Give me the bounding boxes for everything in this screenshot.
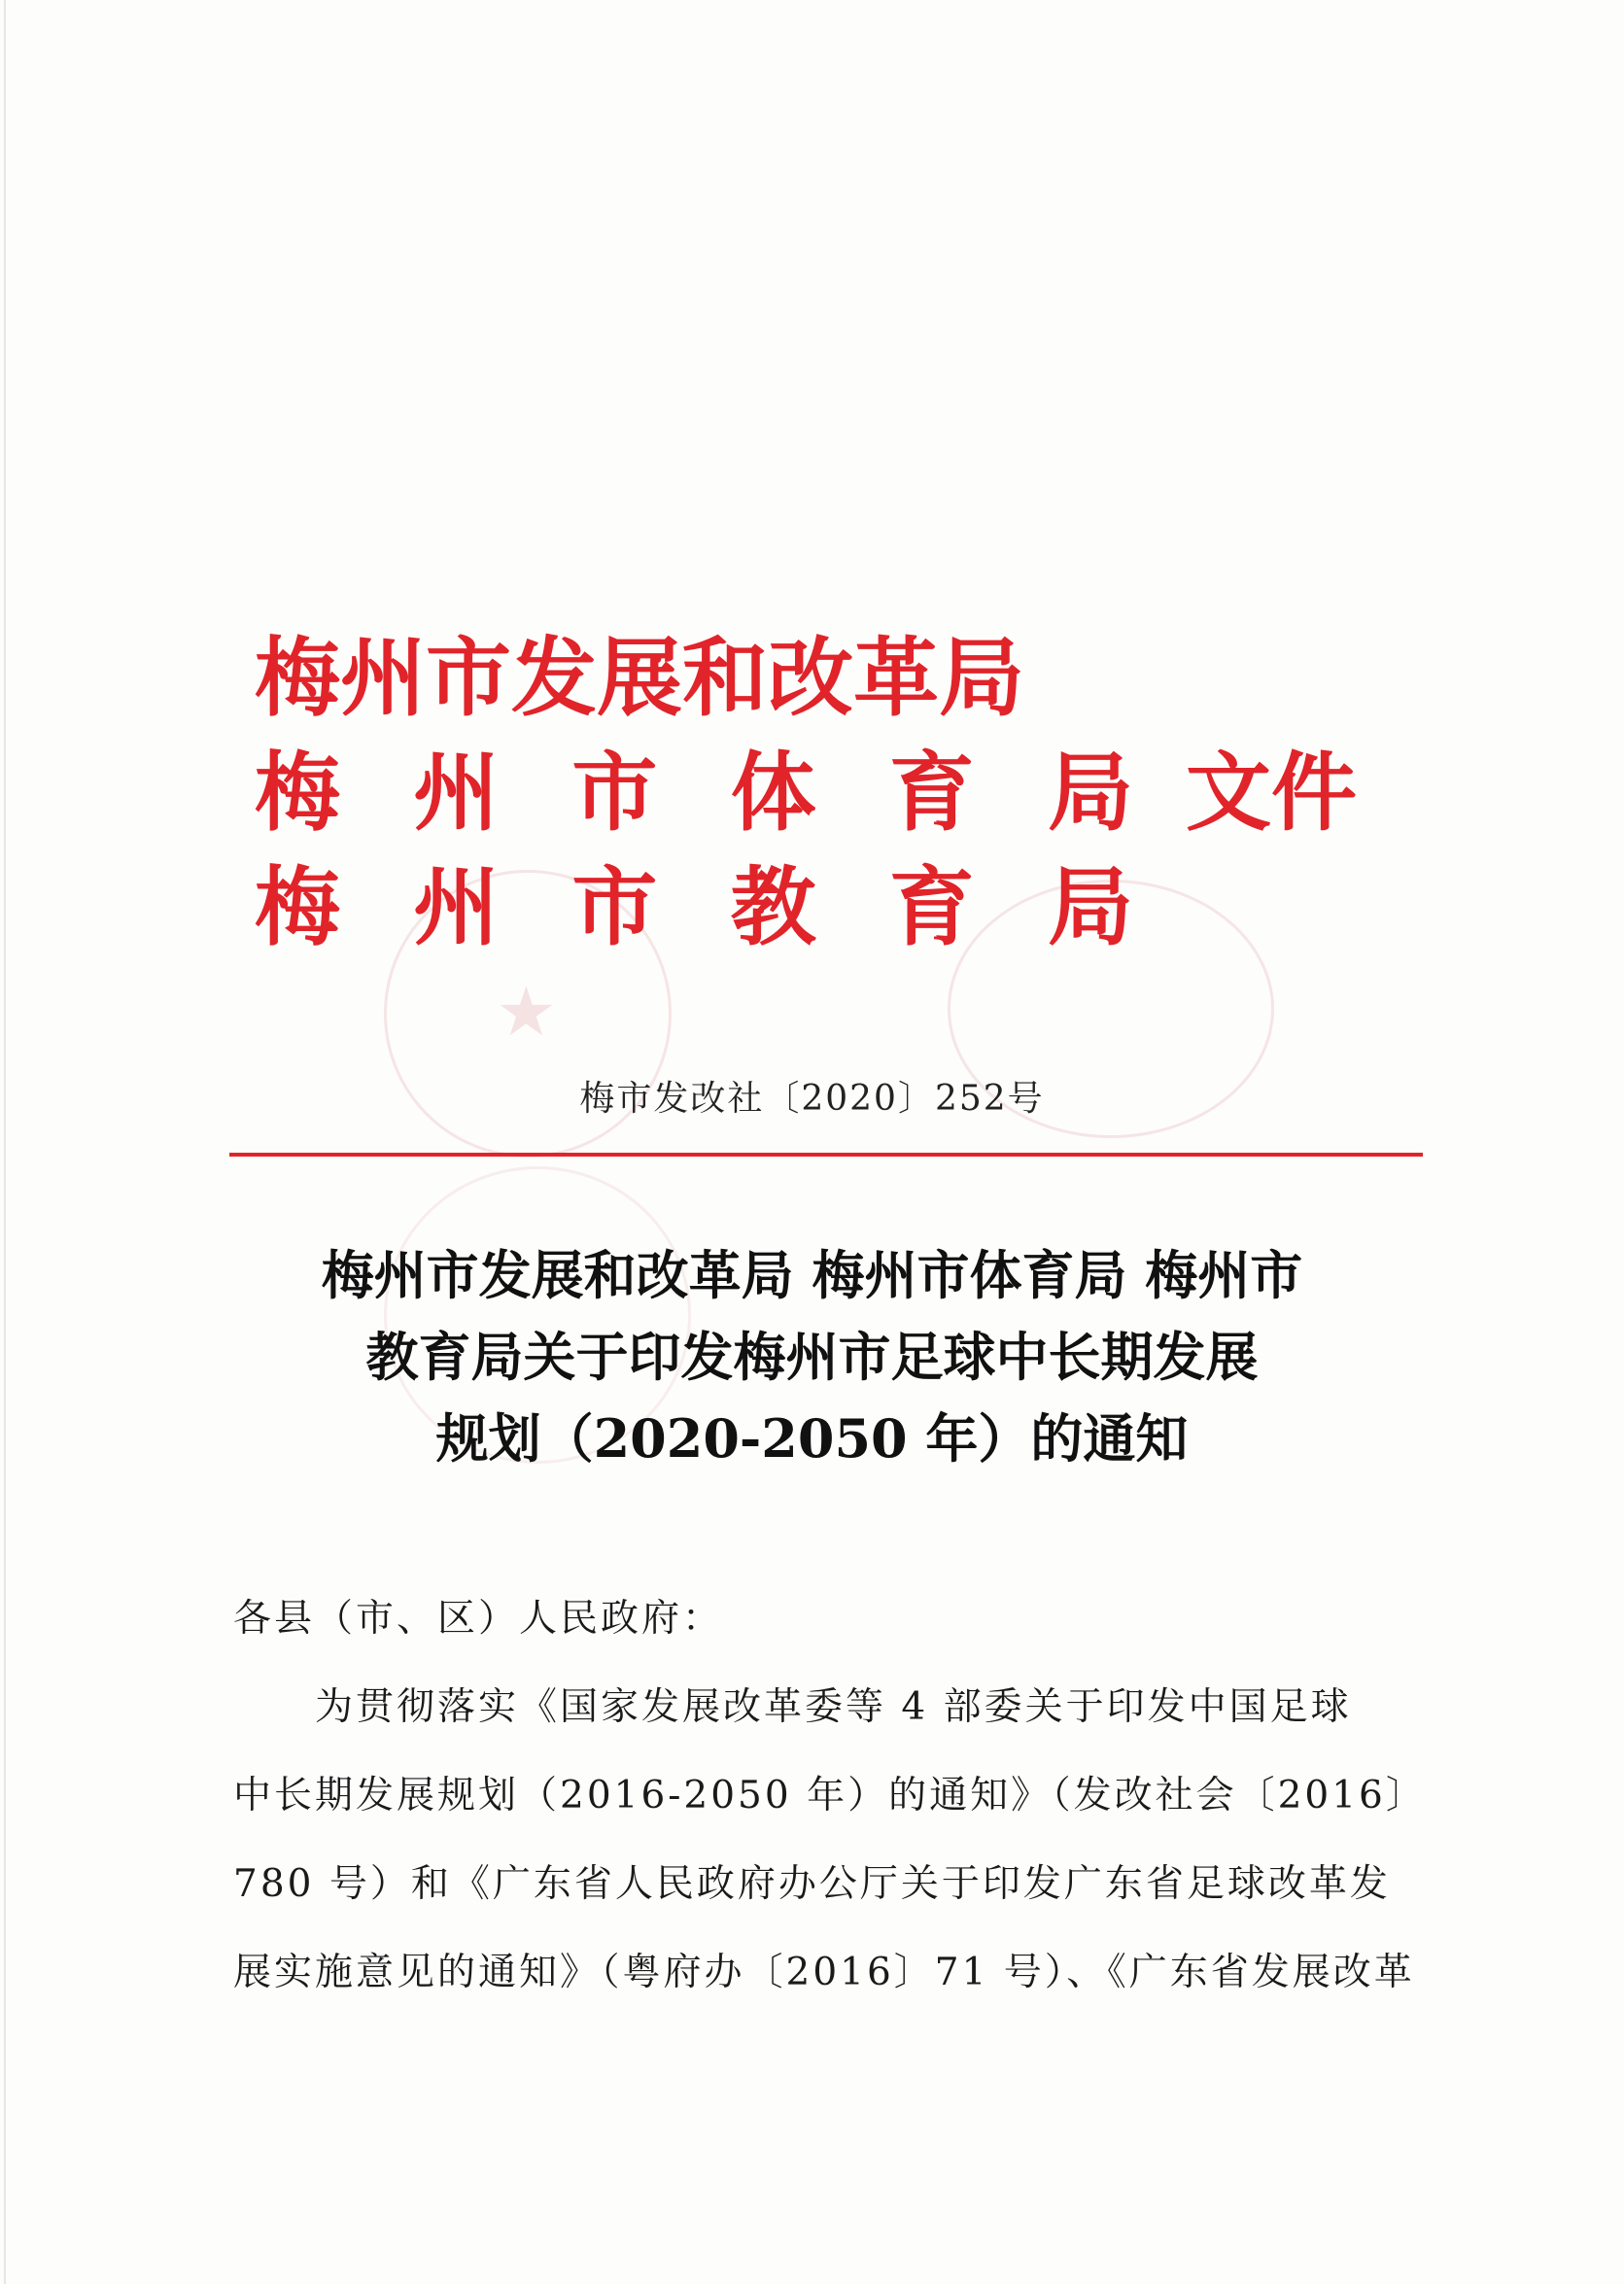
issuing-authority-header bbox=[255, 620, 1421, 964]
header-char: 州 bbox=[413, 856, 500, 957]
header-char: 育 bbox=[888, 856, 975, 957]
paragraph-line: 780 号）和《广东省人民政府办公厅关于印发广东省足球改革发 bbox=[233, 1862, 1391, 1906]
title-line-3: 规划（2020-2050 年）的通知 bbox=[435, 1407, 1189, 1470]
header-line-3-name bbox=[255, 849, 1133, 964]
header-line-1 bbox=[255, 620, 1421, 735]
header-char: 体 bbox=[730, 742, 816, 843]
header-line-2-name bbox=[255, 735, 1133, 849]
header-file-suffix: 文件 bbox=[1186, 742, 1358, 843]
scan-edge bbox=[4, 0, 6, 2284]
header-char: 市 bbox=[571, 856, 658, 957]
document-number-text: 梅市发改社〔2020〕252号 bbox=[579, 1079, 1045, 1119]
paragraph-line: 展实施意见的通知》（粤府办〔2016〕71 号）、《广东省发展改革 bbox=[233, 1951, 1415, 1994]
header-line-2 bbox=[255, 735, 1421, 849]
header-char: 育 bbox=[888, 742, 975, 843]
header-char: 梅 bbox=[255, 742, 341, 843]
seal-star-icon: ★ bbox=[496, 972, 557, 1052]
paragraph-line: 为贯彻落实《国家发展改革委等 4 部委关于印发中国足球 bbox=[315, 1685, 1352, 1729]
header-char: 局 bbox=[1047, 742, 1133, 843]
salutation: 各县（市、区）人民政府： bbox=[233, 1597, 724, 1641]
paragraph-line: 中长期发展规划（2016-2050 年）的通知》（发改社会〔2016〕 bbox=[233, 1774, 1427, 1817]
document-body bbox=[233, 1575, 1427, 2017]
red-divider-rule bbox=[229, 1153, 1423, 1157]
document-number bbox=[0, 1071, 1624, 1121]
header-line-3 bbox=[255, 849, 1421, 964]
document-title bbox=[0, 1234, 1624, 1479]
header-char: 州 bbox=[413, 742, 500, 843]
title-line-2: 教育局关于印发梅州市足球中长期发展 bbox=[365, 1326, 1259, 1388]
header-char: 梅 bbox=[255, 856, 341, 957]
header-char: 教 bbox=[730, 856, 816, 957]
header-char: 市 bbox=[571, 742, 658, 843]
title-line-1: 梅州市发展和改革局 梅州市体育局 梅州市 bbox=[321, 1244, 1303, 1306]
header-line-1-text: 梅州市发展和改革局 bbox=[255, 627, 1025, 728]
header-char: 局 bbox=[1047, 856, 1133, 957]
